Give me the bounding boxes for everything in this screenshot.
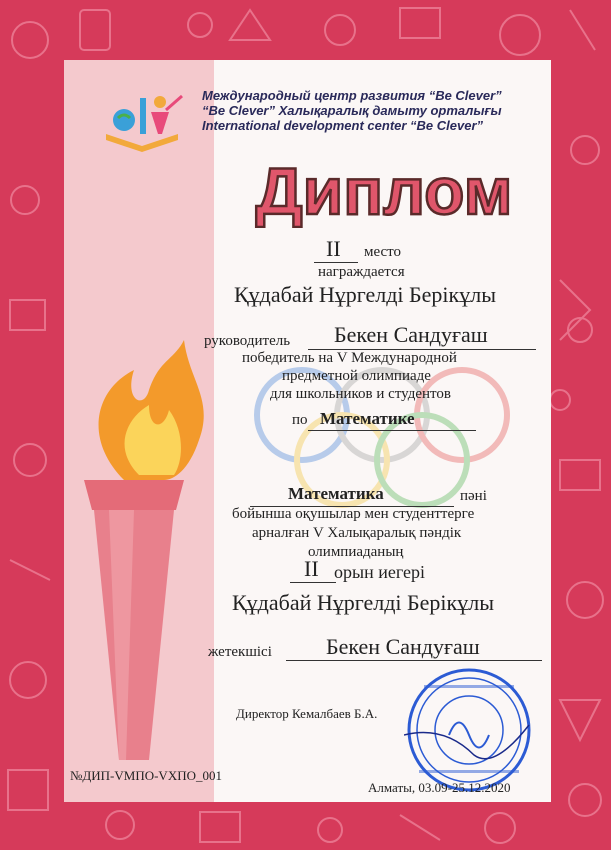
description-kz-1: бойынша оқушылар мен студенттерге — [232, 506, 475, 522]
be-clever-logo — [96, 84, 188, 154]
recipient-name-ru: Құдабай Нұргелді Берікұлы — [234, 282, 496, 307]
leader-label-ru: руководитель — [204, 333, 291, 349]
org-name-ru: Международный центр развития “Be Clever” — [202, 88, 502, 103]
place-value-ru: II — [326, 236, 341, 261]
organization-header — [202, 88, 542, 133]
subject-kz: Математика — [288, 484, 384, 503]
place-word-ru: место — [364, 244, 402, 260]
subject-underline-ru — [308, 430, 476, 431]
description-ru-3: для школьников и студентов — [270, 386, 451, 402]
place-underline-ru — [314, 262, 358, 263]
city-and-date: Алматы, 03.09-25.12.2020 — [368, 780, 511, 795]
diploma-title — [234, 152, 534, 228]
place-word-kz: орын иегері — [334, 562, 425, 582]
round-stamp — [404, 665, 534, 795]
description-ru-2: предметной олимпиаде — [282, 368, 431, 384]
document-number: №ДИП-VМПО-VХПО_001 — [70, 768, 222, 783]
org-name-kz: “Be Clever” Халықаралық дамыту орталығы — [202, 103, 502, 118]
subject-prefix-ru: по — [292, 412, 308, 428]
diploma-title-text: Диплом — [255, 154, 513, 228]
director-signature-line: Директор Кемалбаев Б.А. — [236, 706, 378, 721]
place-underline-kz — [290, 582, 336, 583]
place-value-kz: II — [304, 556, 319, 581]
leader-label-kz: жетекшісі — [208, 644, 272, 660]
subject-ru: Математике — [320, 409, 415, 428]
leader-name-ru: Бекен Сандуғаш — [334, 322, 488, 347]
leader-underline-kz — [286, 660, 542, 661]
leader-name-kz: Бекен Сандуғаш — [326, 634, 480, 659]
torch-icon — [64, 60, 234, 802]
org-name-en: International development center “Be Clever” — [202, 118, 484, 133]
description-kz-3: олимпиаданың — [308, 544, 404, 560]
recipient-name-kz: Құдабай Нұргелді Берікұлы — [232, 590, 494, 615]
description-kz-2: арналған V Халықаралық пәндік — [252, 525, 462, 541]
description-ru-1: победитель на V Международной — [242, 350, 457, 366]
subject-suffix-kz: пәні — [460, 488, 487, 504]
diploma-sheet — [64, 60, 551, 802]
awarded-label: награждается — [318, 264, 405, 280]
